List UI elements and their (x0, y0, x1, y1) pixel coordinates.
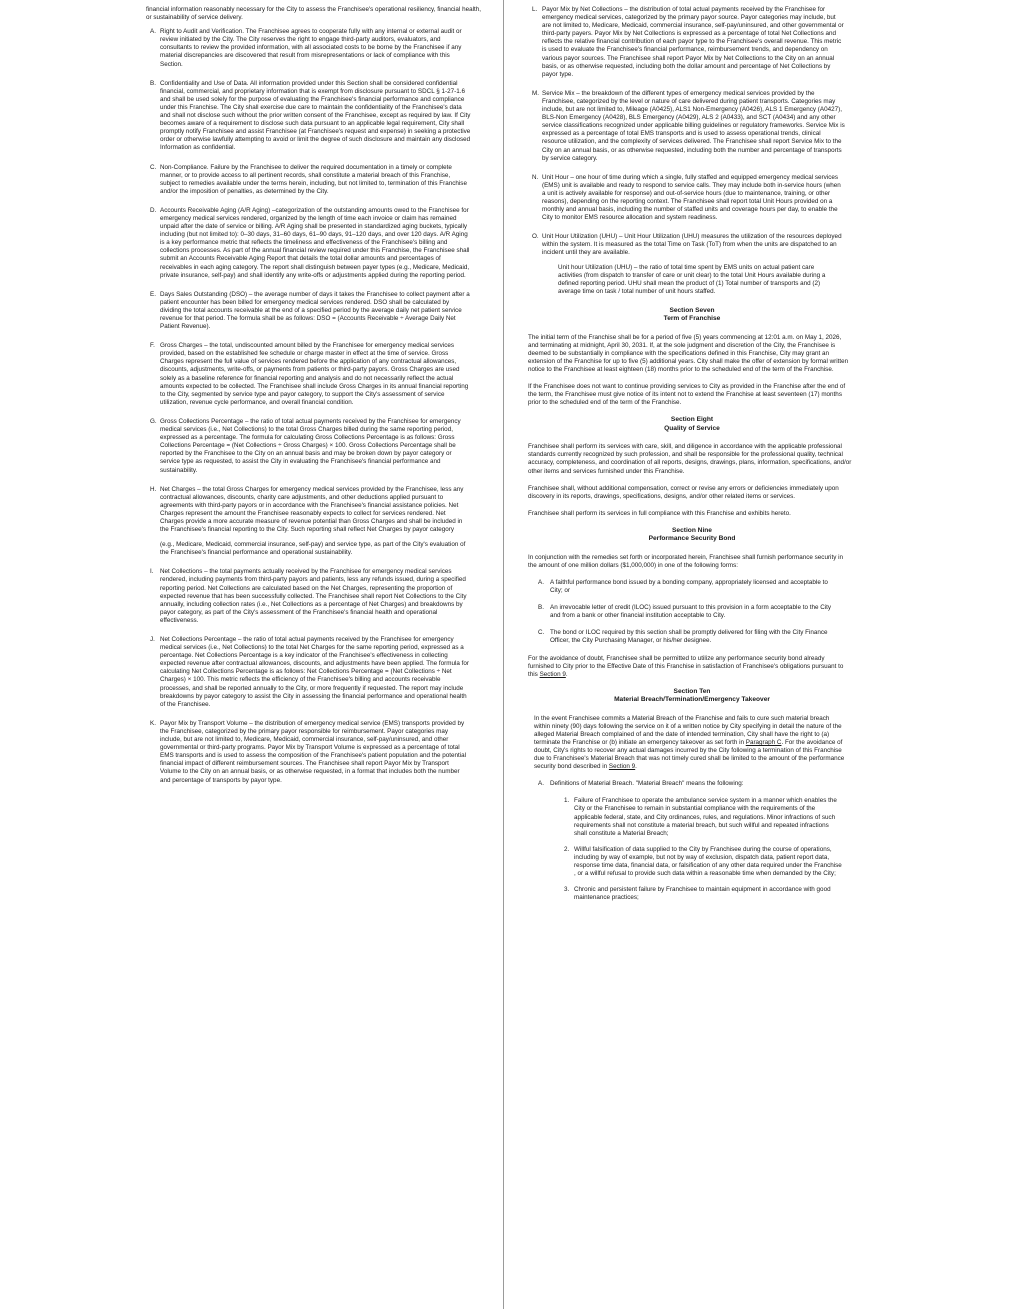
section-ten-heading: Section Ten Material Breach/Termination/Emergency Takeover (614, 687, 770, 704)
list-item: K. Payor Mix by Transport Volume – the distribution of emergency medical service (EMS) transports provided by the Franchisee, categorized by the primary payor responsible for reimbursement. Payor categories may include, but are not limited to, Medicare, Medicaid, commercial insurance, self-pay/uninsured, and other governmental or third-party programs. Payor Mix by Transport Volume is expressed as a percentage of total EMS transports and is used to assess the composition of the Franchisee's patient population and the potential financial impact of different reimbursement sources. The Franchisee shall report Payor Mix by Transport Volume to the City on an annual basis, or as otherwise requested, in a format that includes both the number and percentage of transports by payor type. (150, 719, 467, 784)
numbered-item: 2. Willful falsification of data supplied to the City by Franchisee during the course of operations, including by way of example, but not by way of exclusion, dispatch data, patient report data, response time data, financial data, or falsification of any other data required under the Franchise , or a willful refusal to provide such data within a reasonable time when demanded by the City; (564, 845, 842, 878)
section-eight-heading: Section Eight Quality of Service (664, 416, 720, 432)
list-item: N. Unit Hour – one hour of time during which a single, fully staffed and equipped emergency medical services (EMS) unit is available and ready to respond to service calls. They may include both in-service hours (when a unit is actively available for response) and out-of-service hours (due to maintenance, training, or other reasons), depending on the reporting context. The Franchisee shall report total Unit Hours provided on a monthly and annual basis, including the number of staffed units and coverage hours per day, to enable the City to monitor EMS resource allocation and system readiness. (532, 173, 841, 222)
column-divider (503, 0, 504, 1309)
paragraph: For the avoidance of doubt, Franchisee shall be permitted to utilize any performance security bond already furnished to City prior to the Effective Date of this Franchise in satisfaction of Franchisee's obligations pursuant to this Section 9. (528, 654, 844, 678)
list-item: D. Accounts Receivable Aging (A/R Aging) –categorization of the outstanding amounts owed to the Franchisee for emergency medical services rendered, organized by the length of time each invoice or claim has remained unpaid after the date of service or billing. A/R Aging shall be presented in standardized aging buckets, typically including (but not limited to): 0–30 days, 31–60 days, 61–90 days, 91–120 days, and over 120 days. A/R Aging is a key performance metric that reflects the timeliness and effectiveness of the Franchisee's billing and collections processes. As part of the annual financial review required under this Franchise, the Franchisee shall submit an Accounts Receivable Aging Report that details the total dollar amounts and percentages of receivables in each aging category. The report shall distinguish between payer types (e.g., Medicare, Medicaid, private insurance, self-pay) and shall identify any write-offs or adjustments applied during the reporting period. (150, 206, 470, 279)
paragraph-c-link[interactable]: Paragraph C (745, 738, 782, 746)
list-item: C. Non-Compliance. Failure by the Franchisee to deliver the required documentation in a timely or complete manner, or to provide access to all pertinent records, shall constitute a material breach of this Franchise, subject to remedies available under the terms herein, including, but not limited to, termination of this Franchise and/or the imposition of penalties, as determined by the City. (150, 163, 467, 195)
paragraph: Franchisee shall perform its services in full compliance with this Franchise and exhibits hereto. (528, 509, 791, 517)
uhu-definition: Unit hour Utilization (UHU) – the ratio of total time spent by EMS units on actual patient care activities (from dispatch to transfer of care or unit clear) to the total Unit Hours available during a defined reporting period. UHU shall mean the product of (1) Total number of transports and (2) average time on task / total number of unit hours staffed. (558, 263, 826, 295)
list-item: G. Gross Collections Percentage – the ratio of total actual payments received by the Franchisee for emergency medical services (i.e., Net Collections) to the total Gross Charges billed during the same reporting period, expressed as a percentage. The formula for calculating Gross Collections Percentage is as follows: Gross Collections Percentage = (Net Collections ÷ Gross Charges) × 100. Gross Collections Percentage shall be reported by the Franchisee to the City on an annual basis and may be broken down by payor category or service type as requested, to assist the City in evaluating the Franchisee's financial performance and sustainability. (150, 417, 461, 474)
section-9-link[interactable]: Section 9 (539, 670, 566, 678)
list-item: M. Service Mix – the breakdown of the different types of emergency medical services provided by the Franchisee, categorized by the level or nature of care delivered during patient transports. Categories may include, but are not limited to, Mileage (A0425), ALS1 Non-Emergency (A0426), ALS 1 Emergency (A0427), BLS-Non Emergency (A0428), BLS Emergency (A0429), ALS 2 (A0433), and SCT (A0434) and any other service classifications recognized under applicable billing guidelines or regulatory frameworks. Service Mix is expressed as a percentage of total EMS transports and is used to assess operational trends, clinical resource utilization, and the complexity of services delivered. The Franchisee shall report Service Mix to the City on an annual basis, or as otherwise requested, including both the number and percentage of transports by service category. (532, 89, 845, 162)
right-column (528, 6, 856, 910)
list-item: A. A faithful performance bond issued by a bonding company, appropriately licensed and acceptable to City; or (538, 578, 828, 595)
list-item: B. An irrevocable letter of credit (ILOC) issued pursuant to this provision in a form acceptable to the City and from a bank or other financial institution acceptable to City. (538, 604, 832, 620)
section-seven-heading: Section Seven Term of Franchise (663, 306, 721, 323)
paragraph: If the Franchisee does not want to continue providing services to City as provided in the Franchise after the end of the term, the Franchisee must give notice of its intent not to extend the Franchise at least seventeen (17) months prior to the scheduled end of the term of the Franchise. (528, 383, 846, 407)
paragraph: In conjunction with the remedies set forth or incorporated herein, Franchisee shall furnish performance security in the amount of one million dollars ($1,000,000) in one of the following forms: (528, 553, 844, 569)
paragraph: The initial term of the Franchise shall be for a period of five (5) years commencing at 12:01 a.m. on May 1, 2026, and terminating at midnight, April 30, 2031. If, at the sole judgment and discretion of the City, the Franchisee is deemed to be substantially in compliance with the specifications defined in this Franchise, City may grant an extension of the Franchise for up to five (5) additional years. City shall make the offer of extension by formal written notice to the Franchisee at least eighteen (18) months prior to the scheduled end of the term of the Franchise. (528, 333, 849, 374)
paragraph: In the event Franchisee commits a Material Breach of the Franchise and fails to cure such material breach within ninety (90) days following the service on it of a written notice by City specifying in detail the nature of the alleged Material Breach complained of and the date of intended termination, City shall have the right to (a) terminate the Franchise or (b) initiate an emergency takeover as set forth in Paragraph C. For the avoidance of doubt, City's rights to recover any actual damages incurred by the City following a termination of this Franchise due to Franchisee's Material Breach that was not timely cured shall be limited to the amount of the performance security bond described in Section 9. (534, 714, 845, 771)
list-item: C. The bond or ILOC required by this section shall be promptly delivered for filing with the City Finance Officer, the City Purchasing Manager, or his/her designee. (538, 629, 828, 645)
list-item: F. Gross Charges – the total, undiscounted amount billed by the Franchisee for emergency medical services provided, based on the established fee schedule or charge master in effect at the time of service. Gross Charges represent the full value of services rendered before the application of any contractual allowances, discounts, adjustments, write-offs, or payments from patients or third-party payors. Gross Charges are used solely as a baseline reference for financial reporting and analysis and do not necessarily reflect the actual amounts expected to be collected. The Franchisee shall include Gross Charges in its annual financial reporting to the City, segmented by service type and payor category, to support the City's assessment of service utilization, revenue cycle performance, and overall financial condition. (150, 342, 469, 406)
numbered-item: 1. Failure of Franchisee to operate the ambulance service system in a manner which enables the City or the Franchisee to remain in substantial compliance with the requirements of the applicable federal, state, and City ordinances, rules, and regulations. Minor infractions of such requirements shall not constitute a material breach, but such willful and repeated infractions shall constitute a Material Breach; (564, 797, 837, 837)
paragraph: Franchisee shall perform its services with care, skill, and diligence in accordance with the applicable professional standards currently recognized by such profession, and shall be responsible for the professional quality, technical accuracy, completeness, and coordination of all reports, designs, drawings, plans, information, specifications, and/or other items and services furnished under this Franchise. (528, 443, 852, 475)
list-item: B. Confidentiality and Use of Data. All information provided under this Section shall be considered confidential financial, commercial, and proprietary information that is exempt from disclosure pursuant to SDCL § 1-27-1.6 and shall be used solely for the purpose of evaluating the Franchisee's financial performance and compliance under this Franchise. The City shall exercise due care to maintain the confidentiality of the Franchisee's data and shall not disclose such without the prior written consent of the Franchisee, except as required by law. If City becomes aware of a requirement to disclose such data pursuant to an applicable legal requirement, City shall promptly notify Franchisee and assist Franchisee (at Franchisee's request and expense) in seeking a protective order or otherwise lawfully attempting to avoid or limit the degree of such disclosure and maintain any disclosed Information as confidential. (150, 79, 471, 152)
list-item: L. Payor Mix by Net Collections – the distribution of total actual payments received by the Franchisee for emergency medical services, categorized by the primary payor source. Payor categories may include, but are not limited to, Medicare, Medicaid, commercial insurance, self-pay/uninsured, and other governmental or third-party payers. Payor Mix by Net Collections is expressed as a percentage of total Net Collections and reflects the relative financial contribution of each payor type to the Franchisee's overall revenue. This metric is used to evaluate the Franchisee's financial performance, reimbursement trends, and dependency on various payor sources. The Franchisee shall report Payor Mix by Net Collections to the City on an annual basis, or as otherwise requested, including both the dollar amount and percentage of Net Collections by payor type. (532, 6, 844, 78)
list-item: I. Net Collections – the total payments actually received by the Franchisee for emergency medical services rendered, including payments from third-party payors and patients, less any refunds issued, during a specified reporting period. Net Collections are calculated based on the Net Charges, representing the proportion of expected revenue that has been successfully collected. The Franchisee shall report Net Collections to the City annually, including collection rates (i.e., Net Collections as a percentage of Net Charges) and breakdowns by payor category, as part of the City's assessment of the Franchisee's financial health and operational effectiveness. (150, 568, 467, 624)
intro-paragraph: financial information reasonably necessary for the City to assess the Franchisee's operational resiliency, financial health, or sustainability of service delivery. (146, 6, 481, 22)
list-item: E. Days Sales Outstanding (DSO) – the average number of days it takes the Franchisee to collect payment after a patient encounter has been billed for emergency medical services rendered. DSO shall be calculated by dividing the total accounts receivable at the end of a specified period by the average daily net patient service revenue for that period. The formula shall be as follows: DSO = (Accounts Receivable ÷ Average Daily Net Patient Revenue). (150, 290, 470, 331)
list-item: A. Right to Audit and Verification. The Franchisee agrees to cooperate fully with any internal or external audit or review initiated by the City. The City reserves the right to engage third-party auditors, evaluators, and consultants to review the provided information, with all associated costs to be borne by the Franchisee if any material discrepancies are discovered that result from misrepresentations or lack of compliance with this Section. (150, 28, 462, 68)
list-item: H. Net Charges – the total Gross Charges for emergency medical services provided by the Franchisee, less any contractual allowances, discounts, charity care adjustments, and other deductions applied pursuant to agreements with third-party payors or in accordance with the Franchisee's financial assistance policies. Net Charges represent the amount the Franchisee reasonably expects to collect for services rendered. Net Charges provide a more accurate measure of revenue potential than Gross Charges and shall be included in the Franchisee's financial reporting to the City. Such reporting shall reflect Net Charges by payor category (e.g., Medicare, Medicaid, commercial insurance, self-pay) and service type, as part of the City's evaluation of the Franchisee's financial performance and operational sustainability. (150, 485, 466, 557)
list-item: J. Net Collections Percentage – the ratio of total actual payments received by the Franchisee for emergency medical services (i.e., Net Collections) to the total Net Charges for the same reporting period, expressed as a percentage. Net Collections Percentage is a key indicator of the Franchisee's effectiveness in collecting expected revenue after contractual allowances, discounts, and adjustments have been applied. The formula for calculating Net Collections Percentage is as follows: Net Collections Percentage = (Net Collections ÷ Net Charges) × 100. This metric reflects the efficiency of the Franchisee's billing and accounts receivable processes, and shall be reported annually to the City, or more frequently if requested. The report may include breakdowns by payor category to assist the City in assessing the financial performance and operational health of the Franchisee. (150, 636, 469, 708)
numbered-item: 3. Chronic and persistent failure by Franchisee to maintain equipment in accordance with good maintenance practices; (564, 886, 831, 902)
list-item: A. Definitions of Material Breach. "Material Breach" means the following: (538, 780, 744, 788)
paragraph: Franchisee shall, without additional compensation, correct or revise any errors or deficiencies immediately upon discovery in its reports, drawings, specifications, designs, and/or other related items or services. (528, 484, 839, 500)
list-item: O. Unit Hour Utilization (UHU) – Unit Hour Utilization (UHU) measures the utilization of the resources deployed within the system. It is measured as the total Time on Task (ToT) from when the units are dispatched to an incident until they are available. Unit hour Utilization (UHU) – the ratio of total time spent by EMS units on actual patient care activities (from dispatch to transfer of care or unit clear) to the total Unit Hours available during a defined reporting period. UHU shall mean the product of (1) Total number of transports and (2) average time on task / total number of unit hours staffed. (532, 233, 856, 296)
section-nine-heading: Section Nine Performance Security Bond (648, 526, 736, 543)
section-9-link[interactable]: Section 9 (608, 763, 636, 771)
left-column (146, 6, 481, 796)
